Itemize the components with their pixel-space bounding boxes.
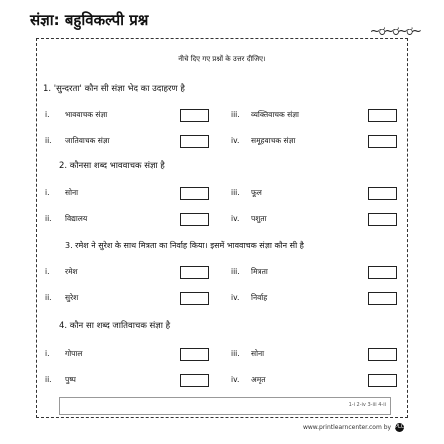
instruction-text: नीचे दिए गए प्रश्नों के उत्तर दीजिए। — [178, 55, 266, 63]
answer-box[interactable] — [368, 135, 397, 148]
option-2-iv: iv. पशुता — [231, 214, 267, 223]
option-1-ii: ii. जातिवाचक संज्ञा — [45, 136, 110, 145]
answer-box[interactable] — [180, 348, 209, 361]
answer-box[interactable] — [180, 292, 209, 305]
answer-key-box — [59, 397, 391, 415]
option-1-iii: iii. व्यक्तिवाचक संज्ञा — [231, 110, 299, 119]
footer — [303, 423, 404, 432]
option-3-i: i. रमेश — [45, 267, 78, 276]
option-2-iii: iii. फूल — [231, 188, 262, 197]
answer-key-text: 1-i 2-iv 3-iii 4-ii — [348, 402, 386, 408]
worksheet-frame — [36, 38, 408, 418]
option-3-iv: iv. निर्वाह — [231, 293, 268, 302]
option-4-ii: ii. पुष्प — [45, 375, 76, 384]
option-2-ii: ii. विद्यालय — [45, 214, 88, 223]
answer-box[interactable] — [368, 187, 397, 200]
answer-box[interactable] — [180, 187, 209, 200]
option-3-iii: iii. मित्रता — [231, 267, 268, 276]
answer-box[interactable] — [180, 213, 209, 226]
answer-box[interactable] — [368, 348, 397, 361]
option-4-iii: iii. सोना — [231, 349, 265, 358]
answer-box[interactable] — [180, 135, 209, 148]
option-2-i: i. सोना — [45, 188, 79, 197]
question-2: 2. कौनसा शब्द भाववाचक संज्ञा है — [59, 161, 165, 171]
answer-box[interactable] — [180, 374, 209, 387]
question-3: 3. रमेश ने सुरेश के साथ मित्रता का निर्वाह किया। इसमें भाववाचक संज्ञा कौन सी है — [65, 241, 304, 250]
answer-box[interactable] — [368, 213, 397, 226]
answer-box[interactable] — [368, 109, 397, 122]
option-4-i: i. गोपाल — [45, 349, 83, 358]
answer-box[interactable] — [180, 266, 209, 279]
option-4-iv: iv. अमृत — [231, 375, 266, 384]
answer-box[interactable] — [180, 109, 209, 122]
answer-box[interactable] — [368, 374, 397, 387]
page-title: संज्ञा: बहुविकल्पी प्रश्न — [30, 11, 149, 29]
decorative-swirl-icon: ~ರ~ರ~ರ~ — [369, 24, 420, 39]
question-1: 1. 'सुन्दरता' कौन सी संज्ञा भेद का उदाहरण है — [43, 84, 185, 94]
option-1-iv: iv. समूहवाचक संज्ञा — [231, 136, 296, 145]
option-3-ii: ii. सुरेश — [45, 293, 79, 302]
footer-text: www.printlearncenter.com by — [302, 424, 392, 431]
logo-icon: PLC — [395, 424, 405, 430]
question-4: 4. कौन सा शब्द जातिवाचक संज्ञा है — [59, 321, 171, 331]
answer-box[interactable] — [368, 266, 397, 279]
option-1-i: i. भाववाचक संज्ञा — [45, 110, 108, 119]
answer-box[interactable] — [368, 292, 397, 305]
